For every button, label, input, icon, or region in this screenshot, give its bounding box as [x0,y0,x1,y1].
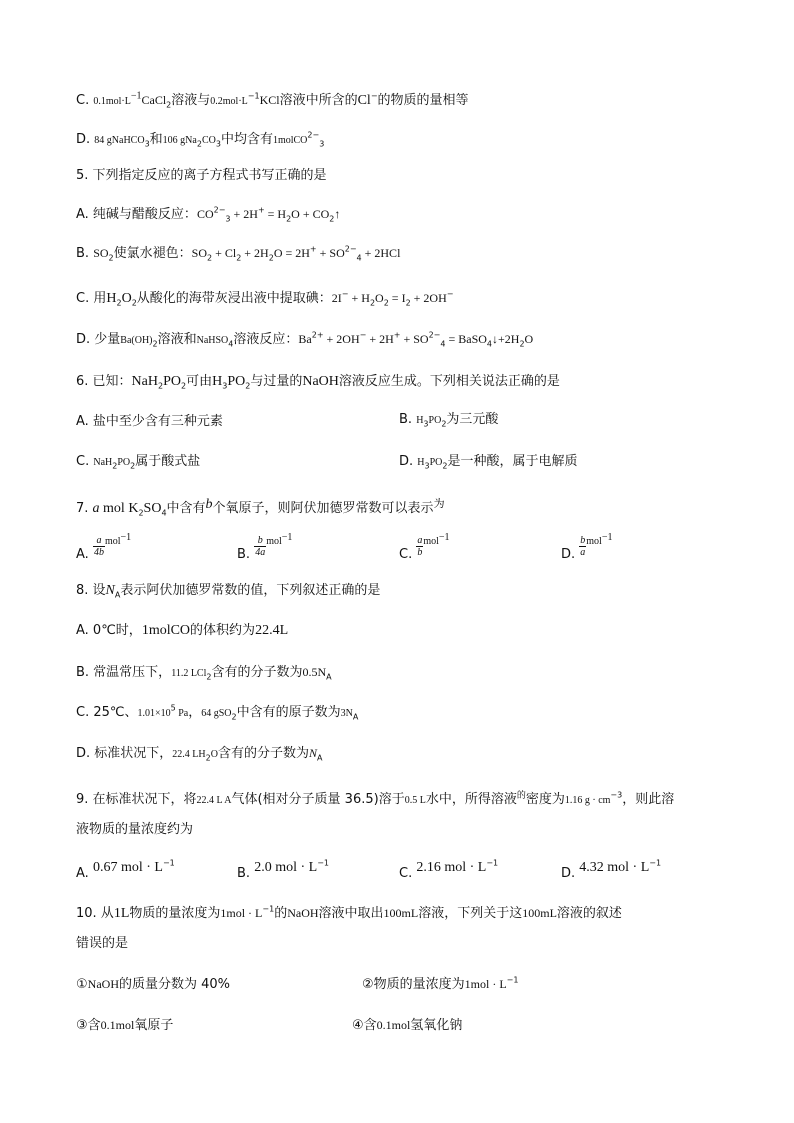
text: 氢氧化钠 [410,1018,463,1033]
sub: 4 [356,253,362,263]
formula: CO [201,135,216,146]
option-label: C. [76,93,94,108]
question-6-option-b [399,410,498,431]
unit: mol [586,536,602,547]
equation: ↑ [334,207,341,221]
formula: PO [227,374,246,389]
text: 与过量的 [250,374,303,389]
item-label: ① [76,977,88,992]
sub: 2 [231,712,237,722]
formula: NaOH [87,977,119,991]
equation: + SO [400,332,429,346]
question-9-option-c [399,858,498,884]
formula: 1molCO [272,135,308,146]
sup: − [370,91,378,101]
formula: 1molCO [141,623,191,638]
option-label: D. [561,547,580,562]
question-8-option-c [76,703,358,724]
equation: CO [196,207,214,221]
sub: 2 [442,461,448,471]
option-label: A. [76,547,93,562]
equation: + H [348,291,370,305]
formula: 22.4 L A [196,795,232,806]
question-5-option-d [76,329,533,351]
question-9-stem [76,786,674,811]
sub: 2 [441,419,447,429]
sub: 2 [205,753,211,763]
sub: A [114,590,121,600]
formula: 1mol · L [464,977,507,991]
option-label: D. 少量 [76,332,121,347]
question-7-option-d [561,532,612,565]
sub: 2 [166,100,172,110]
text: 水中，所得溶液 [425,792,517,807]
question-10-item-3 [76,1015,173,1036]
sub: 2 [405,298,411,308]
sub: 2 [206,672,212,682]
option-label: B. [237,866,255,881]
question-8-option-d [76,743,322,765]
question-7-option-b [237,532,292,565]
formula: 22.4L [255,623,289,638]
sub: 2 [236,253,242,263]
sup: −1 [247,91,260,101]
equation: + Cl [212,246,237,260]
formula: 0.2mol·L [210,96,248,107]
question-10-stem [76,903,622,924]
sub: 2 [286,214,292,224]
sup: −1 [162,858,175,868]
sup: −1 [120,532,132,543]
sub: 2 [138,508,144,518]
sub: 2 [329,214,335,224]
sub: 2 [157,381,164,391]
sub: 3 [423,419,429,429]
sup: −1 [130,90,142,102]
sub: 2 [116,298,122,308]
unit: mol [266,536,282,547]
sub: 4 [228,339,234,349]
sup: 5 [170,703,176,713]
sup: + [309,244,317,254]
question-5-option-a [76,204,340,225]
sub: 2 [131,298,137,308]
item-label: ③含 [76,1018,101,1033]
equation: O + CO [291,207,330,221]
text: 的质量分数为 40% [118,977,231,992]
sup: 2− [344,244,357,254]
sup: − [446,289,454,299]
question-label: 9. 在标准状况下，将 [76,792,197,807]
text: 中含有 [166,501,206,516]
formula: PO [429,457,443,468]
text: 的 [274,906,288,921]
text: 是一种酸，属于电解质 [447,454,578,469]
formula: 3N [340,708,353,719]
equation: O [524,332,534,346]
text: 溶液的叙述 [556,906,622,921]
unit: mol [104,536,121,547]
formula: KCl [259,93,280,107]
formula: H [416,415,424,426]
sub: 2 [369,298,376,308]
question-label: 7. [76,501,93,516]
fraction [254,535,266,558]
text: 溶液和 [157,332,197,347]
equation: + SO [316,246,345,260]
question-10-item-1 [76,974,230,995]
text: 溶液中取出 [318,906,384,921]
text: 中均含有 [220,132,273,147]
sub: A [352,712,359,722]
formula: 22.4 LH [172,749,206,760]
text: 可由 [186,374,213,389]
formula: O [210,749,218,760]
sub: 2 [519,339,525,349]
question-label: 8. 设 [76,583,106,598]
formula: H [417,457,425,468]
formula: 0.1mol [376,1018,411,1032]
option-label: B. [76,246,94,261]
formula: H [212,374,223,389]
formula: 0.1mol [100,1018,135,1032]
formula: 64 gSO [201,708,232,719]
question-text: 错误的是 [76,936,129,951]
equation: + 2H [230,207,258,221]
formula: SO [93,246,109,260]
numerator: a [417,535,423,546]
sub: 3 [215,139,221,149]
value: 2.16 mol · L [416,860,487,875]
sup: −1 [506,975,519,985]
text: 表示阿伏加德罗常数的值，下列叙述正确的是 [120,583,381,598]
formula: 1mol · L [220,906,263,920]
option-label: D. 标准状况下， [76,746,173,761]
formula: 0.5N [302,665,327,679]
numerator: b [580,535,586,546]
question-label: 10. 从 [76,906,114,921]
formula: Cl [357,93,371,108]
question-9-option-a [76,858,175,884]
option-label: A. 纯碱与醋酸反应： [76,207,197,222]
question-8-option-a [76,621,288,641]
text: 从酸化的海带灰浸出液中提取碘： [136,291,332,306]
sup: 2+ [311,330,324,340]
option-c-prev [76,90,469,112]
sub: 2 [112,461,118,471]
text: 密度为 [525,792,565,807]
denominator: a [580,547,586,558]
sub: 2 [130,461,136,471]
sub: 3 [424,461,430,471]
equation: SO [191,246,207,260]
formula: 0.5 L [404,795,426,806]
equation: Ba [298,332,312,346]
option-label: A. [76,866,93,881]
variable: N [105,583,115,598]
sup: −1 [649,858,662,868]
sub: 3 [319,139,325,149]
sub: 3 [225,214,231,224]
formula: mol K [99,501,139,516]
sup: −3 [610,790,623,800]
sub: 3 [144,139,150,149]
sub: A [316,753,323,763]
text: 和 [149,132,163,147]
text: 氧原子 [134,1018,174,1033]
option-text: A. 盐中至少含有三种元素 [76,414,223,429]
formula: CaCl [141,93,167,107]
formula: 0.1mol·L [93,96,131,107]
equation: O [375,291,384,305]
sub: 2 [245,381,251,391]
question-9-option-d [561,858,661,884]
sup: −1 [262,904,275,914]
sub: 2 [196,139,202,149]
question-7-option-c [399,532,450,565]
question-label: 6. 已知： [76,374,132,389]
question-text: 液物质的量浓度约为 [76,822,194,837]
formula: 11.2 LCl [171,668,207,679]
text: 溶液，下列关于这 [418,906,523,921]
formula: 106 gNa [162,135,197,146]
formula: Ba(OH) [120,335,153,346]
sup: 2− [213,205,226,215]
sup: −1 [486,858,499,868]
formula: 1.01×10 [137,708,171,719]
sub: 4 [161,508,167,518]
text: 为 [433,497,445,510]
formula: H [106,291,117,306]
option-label: B. [237,547,255,562]
option-label: B. 常温常压下， [76,665,172,680]
sup: −1 [281,532,293,543]
text: ，则此溶 [622,792,675,807]
formula: NaOH [302,374,339,389]
sup: 2− [428,330,441,340]
formula: SO [143,501,162,516]
value: 4.32 mol · L [579,860,650,875]
option-d-prev [76,130,324,151]
option-label: C. [76,454,94,469]
option-label: B. [399,412,417,427]
equation: = H [264,207,287,221]
formula: 100mL [383,906,419,920]
option-label: D. [399,454,418,469]
sup: −1 [601,532,613,543]
formula: O [121,291,132,306]
sub: A [326,672,332,682]
formula: NaH [93,457,113,468]
sub: 2 [108,253,114,263]
question-10-stem-cont [76,934,128,954]
formula: Pa [175,708,189,719]
variable: a [92,501,100,516]
sub: 2 [180,381,187,391]
option-label: D. [561,866,580,881]
value: 0.67 mol · L [92,860,163,875]
text: 溶液与 [171,93,211,108]
denominator: 4b [93,547,104,558]
option-label: C. 用 [76,291,107,306]
sup: 2− [307,130,320,140]
sup: −1 [317,858,329,868]
text: 的体积约为 [190,623,256,638]
fraction [93,535,105,558]
equation: ↓+2H [492,332,520,346]
formula: PO [428,415,442,426]
text: 含有的分子数为 [217,746,309,761]
text: 的物质的量相等 [377,93,469,108]
question-10-item-4 [352,1015,462,1036]
value: 2.0 mol · L [254,860,318,875]
question-7-option-a [76,532,131,565]
formula: NaHSO [196,335,229,346]
equation: = BaSO [445,332,487,346]
numerator: b [254,535,266,547]
formula: 1.16 g · cm [564,795,611,806]
sub: 2 [268,253,274,263]
item-label: ②物质的量浓度为 [362,977,465,992]
sub: 4 [440,339,446,349]
text: 中含有的原子数为 [236,705,341,720]
equation: + 2H [366,332,394,346]
unit: mol [423,536,439,547]
sub: 2 [152,339,158,349]
equation: + 2OH [410,291,447,305]
sub: 2 [206,253,213,263]
option-label: A. 0℃时， [76,623,142,638]
denominator: 4a [255,547,266,558]
formula: NaOH [287,906,319,920]
option-label: C. 25℃、 [76,705,138,720]
variable: b [205,497,213,512]
equation: = I [388,291,406,305]
question-7-stem [76,494,445,519]
question-5-option-c [76,288,453,309]
sup: −1 [438,532,450,543]
question-6-option-d [399,452,578,473]
question-10-item-2 [362,974,518,995]
question-9-option-b [237,858,329,884]
option-label: C. [399,866,417,881]
equation: O = 2H [273,246,310,260]
sup: − [341,289,349,299]
equation: + 2HCl [361,246,401,260]
question-5-option-b [76,243,400,264]
formula: 100mL [522,906,557,920]
formula: NaH [131,374,158,389]
equation: + 2OH [323,332,360,346]
question-8-option-b [76,662,332,684]
sup: − [359,330,367,340]
text: 为三元酸 [446,412,499,427]
variable: N [308,746,317,760]
formula: 1L [113,906,130,921]
text: 的 [516,791,526,801]
question-6-stem [76,372,560,392]
text: 个氧原子，则阿伏加德罗常数可以表示 [212,501,434,516]
text: ， [188,705,202,720]
text: 溶液中所含的 [279,93,358,108]
question-8-stem [76,581,380,601]
question-6-option-a [76,412,223,432]
text: 使氯水褪色： [113,246,192,261]
question-6-option-c [76,452,200,473]
text: 溶液反应生成。下列相关说法正确的是 [338,374,560,389]
sup: + [393,330,401,340]
text: 含有的分子数为 [211,665,303,680]
formula: 84 gNaHCO [94,135,145,146]
question-5-stem [76,166,327,186]
sub: 3 [222,381,228,391]
equation: + 2H [241,246,269,260]
text: 气体(相对分子质量 36.5)溶于 [231,792,405,807]
formula: PO [117,457,131,468]
item-label: ④含 [352,1018,377,1033]
question-text: 5. 下列指定反应的离子方程式书写正确的是 [76,168,327,183]
option-label: C. [399,547,417,562]
text: 属于酸式盐 [135,454,201,469]
text: 物质的量浓度为 [129,906,221,921]
formula: PO [163,374,181,389]
sub: 4 [486,339,493,349]
text: 溶液反应： [233,332,299,347]
denominator: b [417,547,423,558]
option-label: D. [76,132,95,147]
sup: + [257,205,265,215]
question-9-stem-cont [76,820,193,840]
numerator: a [93,535,105,547]
sub: 2 [383,298,389,308]
equation: 2I [331,291,342,305]
